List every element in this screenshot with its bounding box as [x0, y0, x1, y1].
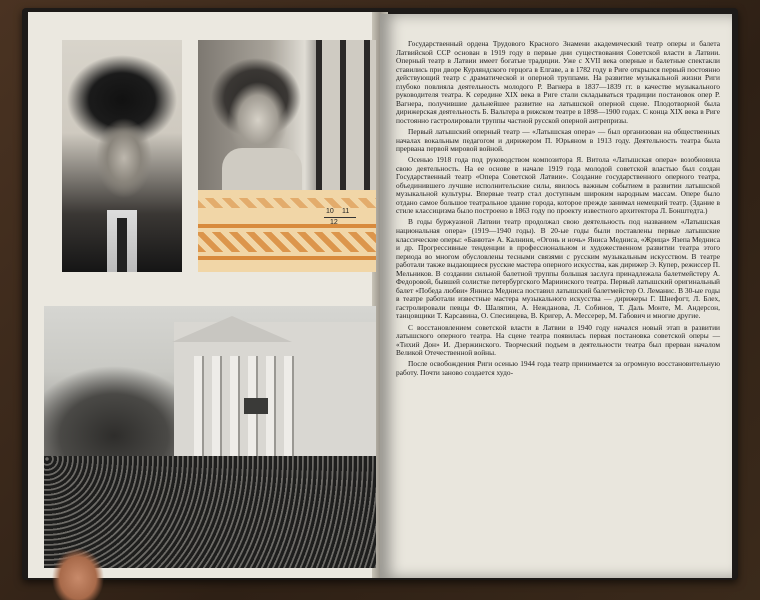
column — [194, 356, 202, 466]
column — [230, 356, 238, 466]
page-number-right: 11 — [342, 208, 350, 215]
portrait-photo-woman — [198, 40, 376, 190]
building-pediment — [172, 316, 292, 342]
window-frame — [316, 40, 376, 190]
page-number-bottom: 12 — [330, 219, 338, 226]
ornament-pattern-top — [198, 198, 376, 208]
ornament-pattern — [198, 232, 376, 252]
page-number-left: 10 — [326, 208, 334, 215]
holding-thumb — [52, 548, 104, 600]
paragraph: Государственный ордена Трудового Красного Знамени академический театр оперы и балета Латвийской ССР основан в 1919 году в первые дни существования Советской власти в Латвии. Оперный театр в Латвии имеет богатые традиции. Уже с XVII века оперные и балетные спектакли ставились при дворе Курляндского герцога в Елгаве, а в 1782 году в Риге открылся первый постоянно действующий театр с драматической и оперной труппами. На развитие музыкальной жизни Риги глубоко повлияла деятельность молодого Р. Вагнера в 1837—1839 гг. в качестве музыкального руководителя театра. К середине XIX века в Риге стали складываться традиции постановок опер Р. Вагнера, получившие дальнейшее развитие на латышской оперной сцене. Плодотворной была дирижерская деятельность Б. Вальтера в рижском театре в 1898—1900 годах. С конца XIX века в Риге постоянно гастролировали труппы частной русской оперной антрепризы. — [396, 39, 720, 125]
paragraph: С восстановлением советской власти в Латвии в 1940 году начался новый этап в развитии латышского оперного театра. На сцене театра появилась первая постановка советской оперы — «Тихий Дон» И. Дзержинского. Творческий подъем в деятельности театра был прерван началом Великой Отечественной войны. — [396, 322, 720, 358]
folk-ornament-band — [198, 190, 376, 272]
portrait-tie — [117, 218, 127, 272]
article-text — [396, 40, 720, 380]
column — [284, 356, 292, 466]
portrait-photo-man — [62, 40, 182, 272]
opera-house-photo — [44, 306, 376, 568]
paragraph: Осенью 1918 года под руководством композитора Я. Витола «Латышская опера» возобновила свою деятельность. На ее основе в начале 1919 года молодой советской властью был создан Государственный театр «Опера Советской Латвии». Создание государственного оперного театра, объединившего лучшие исполнительские силы, явилось важным событием в развитии латышской музыкальной культуры. Впервые театр стал доступным широким народным массам. Опере было отдано самое большое театральное здание города, которое прежде занимал немецкий театр. (Здание в стиле классицизма было построено в 1863 году по проекту известного архитектора Л. Бонштедта.) — [396, 155, 720, 216]
page-number-block — [320, 208, 360, 230]
page-number-divider — [324, 217, 356, 218]
ornament-stripe-bottom — [198, 256, 376, 260]
building-banner — [244, 398, 268, 414]
column — [212, 356, 220, 466]
portrait-figure — [222, 148, 302, 190]
paragraph: Первый латышский оперный театр — «Латышская опера» — был организован на общественных началах вокальным педагогом и дирижером П. Юрьяном в 1913 году. Деятельность театра была прервана первой мировой войной. — [396, 126, 720, 154]
paragraph: В годы буржуазной Латвии театр продолжал свою деятельность под названием «Латышская национальная опера» (1919—1940 годы). В 20-ые годы были поставлены первые латышские классические оперы: «Банюта» А. Калниня, «Огонь и ночь» Яниса Медниса, «Жрица» Язепа Медниса и др. Прогрессивные тенденции в профессиональном и художественном развитии театра этого периода во многом обусловлены тесными связями с русским музыкальным искусством. В театре работали также выдающиеся русские мастера оперного искусства, как дирижер Э. Купер, режиссер П. Мельников. В создании сильной балетной труппы большая заслуга принадлежала балетмейстеру А. Федоровой, бывшей солистке петербургского Мариинского театра. Первый латышский оригинальный балет «Победа любви» Янниса Медниса поставил латышский балетмейстер О. Леманис. В 30-ые годы в театре работали известные мастера музыкального искусства — дирижеры Г. Шнефогт, Л. Блех, гастролировали певцы Ф. Шаляпин, А. Нежданова, Л. Собинов, Т. Даль Монте, М. Андерсон, танцовщики Т. Карсавина, О. Спесивцева, В. Кригер, А. Мессерер, М. Габович и многие другие. — [396, 217, 720, 321]
paragraph: После освобождения Риги осенью 1944 года театр принимается за огромную восстановительную работу. Почти заново создается худо- — [396, 359, 720, 377]
